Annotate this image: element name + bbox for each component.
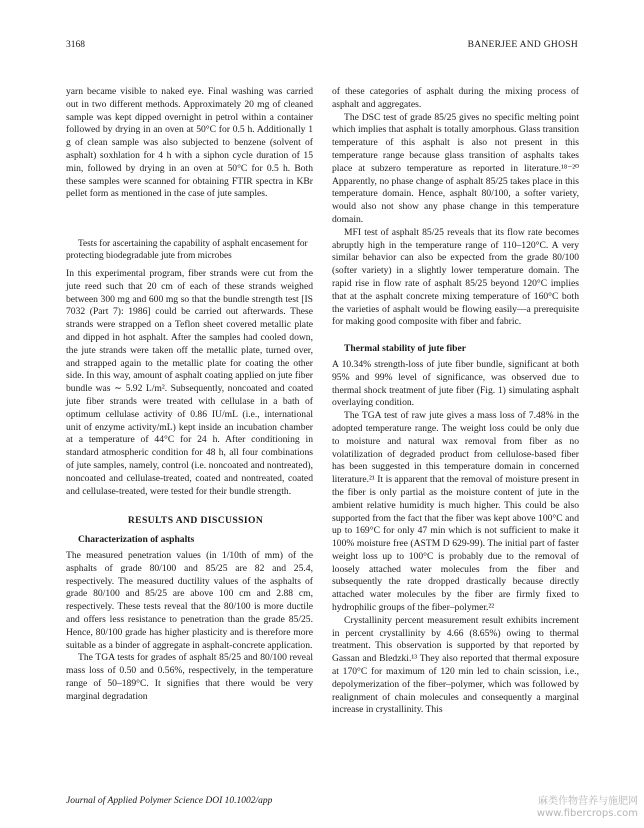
paragraph: yarn became visible to naked eye. Final washing was carried out in two different methods. Approximately 20 mg of cleaned sample was kept dipped overnight in petrol within a container followed by drying in an oven at 50°C for 0.5 h. Additionally 1 g of clean sample was also subjected to benzene (solvent of asphalt) soxhlation for 4 h with a siphon cycle duration of 15 min, followed by drying in an oven at 50°C for 0.5 h. Both these samples were scanned for obtaining FTIR spectra in KBr pellet form as mentioned in the case of jute samples. — [66, 86, 313, 200]
paragraph: of these categories of asphalt during the mixing process of asphalt and aggregates. — [332, 86, 579, 110]
journal-footer: Journal of Applied Polymer Science DOI 10.1002/app — [66, 796, 273, 806]
paragraph: Crystallinity percent measurement result exhibits increment in percent crystallinity by 4.66 (8.65%) owing to thermal treatment. This observation is supported by that reported by Gassan and Bledzki.¹³ They also reported that thermal exposure at 170°C for maximum of 120 min led to chain scission, i.e., depolymerization of the fiber–polymer, which was followed by realignment of chain molecules and consequently a marginal increase in crystallinity. This — [332, 614, 579, 716]
paragraph: The measured penetration values (in 1/10th of mm) of the asphalts of grade 80/100 and 85/25 are 82 and 25.4, respectively. The measured ductility values of the asphalts of grade 80/100 and 85/25 are above 100 cm and 2.88 cm, respectively. These tests reveal that the 80/100 is more ductile and offers less resistance to penetration than the grade 85/25. Hence, 80/100 grade has higher plasticity and is therefore more suitable as a binder of aggregate in asphalt-concrete application. — [66, 549, 313, 651]
subsection-heading: Thermal stability of jute fiber — [344, 343, 467, 355]
paragraph: The TGA tests for grades of asphalt 85/25 and 80/100 reveal mass loss of 0.50 and 0.56%, respectively, in the temperature range of 50–189°C. It signifies that there would be very marginal degradation — [66, 652, 313, 702]
left-column — [66, 86, 313, 703]
watermark — [508, 796, 638, 820]
watermark-text: 麻类作物营养与施肥网 — [538, 796, 638, 807]
paragraph: The TGA test of raw jute gives a mass loss of 7.48% in the adopted temperature range. The weight loss could be only due to moisture and natural wax removal from fiber as no volatilization of degraded product from cellulose-based fiber has been suggested in this temperature domain in concerned literature.²¹ It is apparent that the removal of moisture present in the fiber is only partial as the moisture content of jute in the ambient relative humidity is much higher. This could be also supported from the fact that the fiber was kept above 100°C and up to 169°C for only 47 min which is not sufficient to make it 100% moisture free (ASTM D 629-99). The initial part of faster weight loss up to 100°C is probably due to the removal of loosely attached water molecules from the fiber and subsequently the rate dropped drastically because directly attached water molecules by the fiber are firmly fixed to hydrophilic groups of the fiber–polymer.²² — [332, 410, 579, 614]
subsection-heading: Characterization of asphalts — [78, 534, 195, 546]
watermark-url: www.fibercrops.com — [536, 808, 638, 819]
paragraph: A 10.34% strength-loss of jute fiber bundle, significant at both 95% and 99% level of significance, was observed due to thermal shock treatment of jute fiber (Fig. 1) simulating asphalt overlaying condition. — [332, 358, 579, 409]
right-column — [332, 86, 579, 717]
running-head-authors: BANERJEE AND GHOSH — [467, 40, 578, 50]
paragraph: In this experimental program, fiber strands were cut from the jute reed such that 20 cm of each of these strands weighed between 300 mg and 600 mg so that the bundle strength test [IS 7032 (Part 7): 1986] could be carried out afterwards. These strands were strapped on a Teflon sheet covered metallic plate and dipped in hot asphalt. After the samples had cooled down, the jute strands were taken off the metallic plate, turned over, and strapped again to the metallic plate for coating the other side. In this way, amount of asphalt coating applied on jute fiber bundle was ∼ 5.92 L/m². Subsequently, noncoated and coated jute fiber strands were treated with cellulase in a bath of optimum cellulase activity of 0.86 IU/mL (i.e., international unit of enzyme activity/mL) kept inside an incubation chamber at a temperature of 44°C for 24 h. After conditioning in standard atmospheric condition for 48 h, all four combinations of jute samples, namely, control (i.e. noncoated and nontreated), noncoated and cellulase-treated, coated and nontreated, coated and cellulase-treated, were tested for their bundle strength. — [66, 267, 313, 497]
page-number: 3168 — [66, 40, 85, 50]
section-heading: RESULTS AND DISCUSSION — [127, 515, 264, 527]
paragraph: The DSC test of grade 85/25 gives no specific melting point which implies that asphalt is totally amorphous. Glass transition temperature of this asphalt is also not present in this temperature range because glass transition of asphalts takes place at subzero temperature as reported in literature.¹⁸⁻²⁰ Apparently, no phase change of asphalt 85/25 takes place in this temperature domain. Hence, asphalt 80/100, a softer variety, would also not show any phase change in this temperature domain. — [332, 111, 579, 225]
subsection-heading: Tests for ascertaining the capability of asphalt encasement for protecting biodegradable jute from microbes — [66, 239, 308, 261]
running-header — [66, 40, 578, 56]
paragraph: MFI test of asphalt 85/25 reveals that its flow rate becomes abruptly high in the temperature range of 110–120°C. A very similar behavior can also be expected from the grade 80/100 (softer variety) in a slightly lower temperature domain. The rapid rise in flow rate of asphalt 85/25 beyond 120°C implies that at the asphalt concrete mixing temperature of 160°C both the varieties of asphalt would be flowing easily—a prerequisite for making good composite with fiber and fabric. — [332, 226, 579, 328]
